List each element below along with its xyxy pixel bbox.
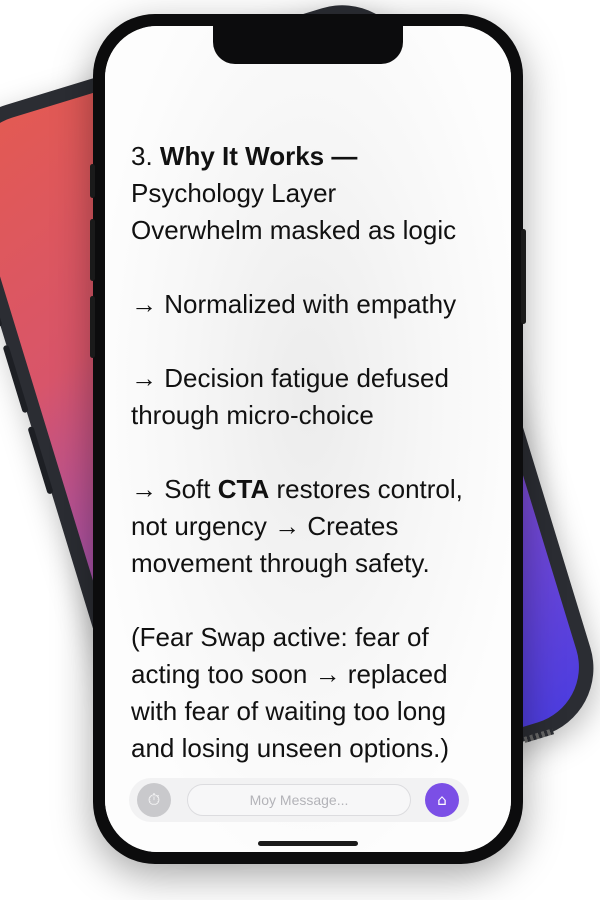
notch <box>213 26 403 64</box>
message-input[interactable] <box>187 784 411 816</box>
power-button <box>521 229 526 324</box>
home-indicator <box>258 841 358 846</box>
point-2: → Decision fatigue defused through micro-choice <box>131 363 449 430</box>
message-composer <box>129 778 469 822</box>
speaker-grill <box>524 728 554 743</box>
mic-icon: ⏱ <box>147 790 161 809</box>
phone-screen <box>105 26 511 852</box>
send-button[interactable] <box>425 783 459 817</box>
side-button <box>90 219 95 281</box>
heading-block <box>131 138 491 249</box>
overwhelm-line: Overwhelm masked as logic <box>131 215 457 245</box>
heading-title: Why It Works <box>159 141 325 171</box>
fear-swap-note: (Fear Swap active: fear of acting too soon → replaced with fear of waiting too long and losing unseen options.) <box>131 622 450 763</box>
point-3-suffix: restores control, not urgency → Creates movement through safety. <box>131 474 463 578</box>
side-button <box>90 296 95 358</box>
side-button <box>90 164 95 198</box>
point-1: → Normalized with empathy <box>131 289 457 319</box>
phone-frame <box>93 14 523 864</box>
heading-dash: — <box>331 141 358 171</box>
point-3-prefix: → Soft <box>131 474 211 504</box>
mic-button[interactable] <box>137 783 171 817</box>
message-bubble <box>131 138 491 804</box>
send-icon: ⌂ <box>437 791 447 809</box>
point-3 <box>131 471 491 582</box>
heading-number: 3. <box>131 141 153 171</box>
psychology-line: Psychology Layer <box>131 178 337 208</box>
background-phone-button <box>0 287 2 327</box>
point-3-cta: CTA <box>217 474 270 504</box>
